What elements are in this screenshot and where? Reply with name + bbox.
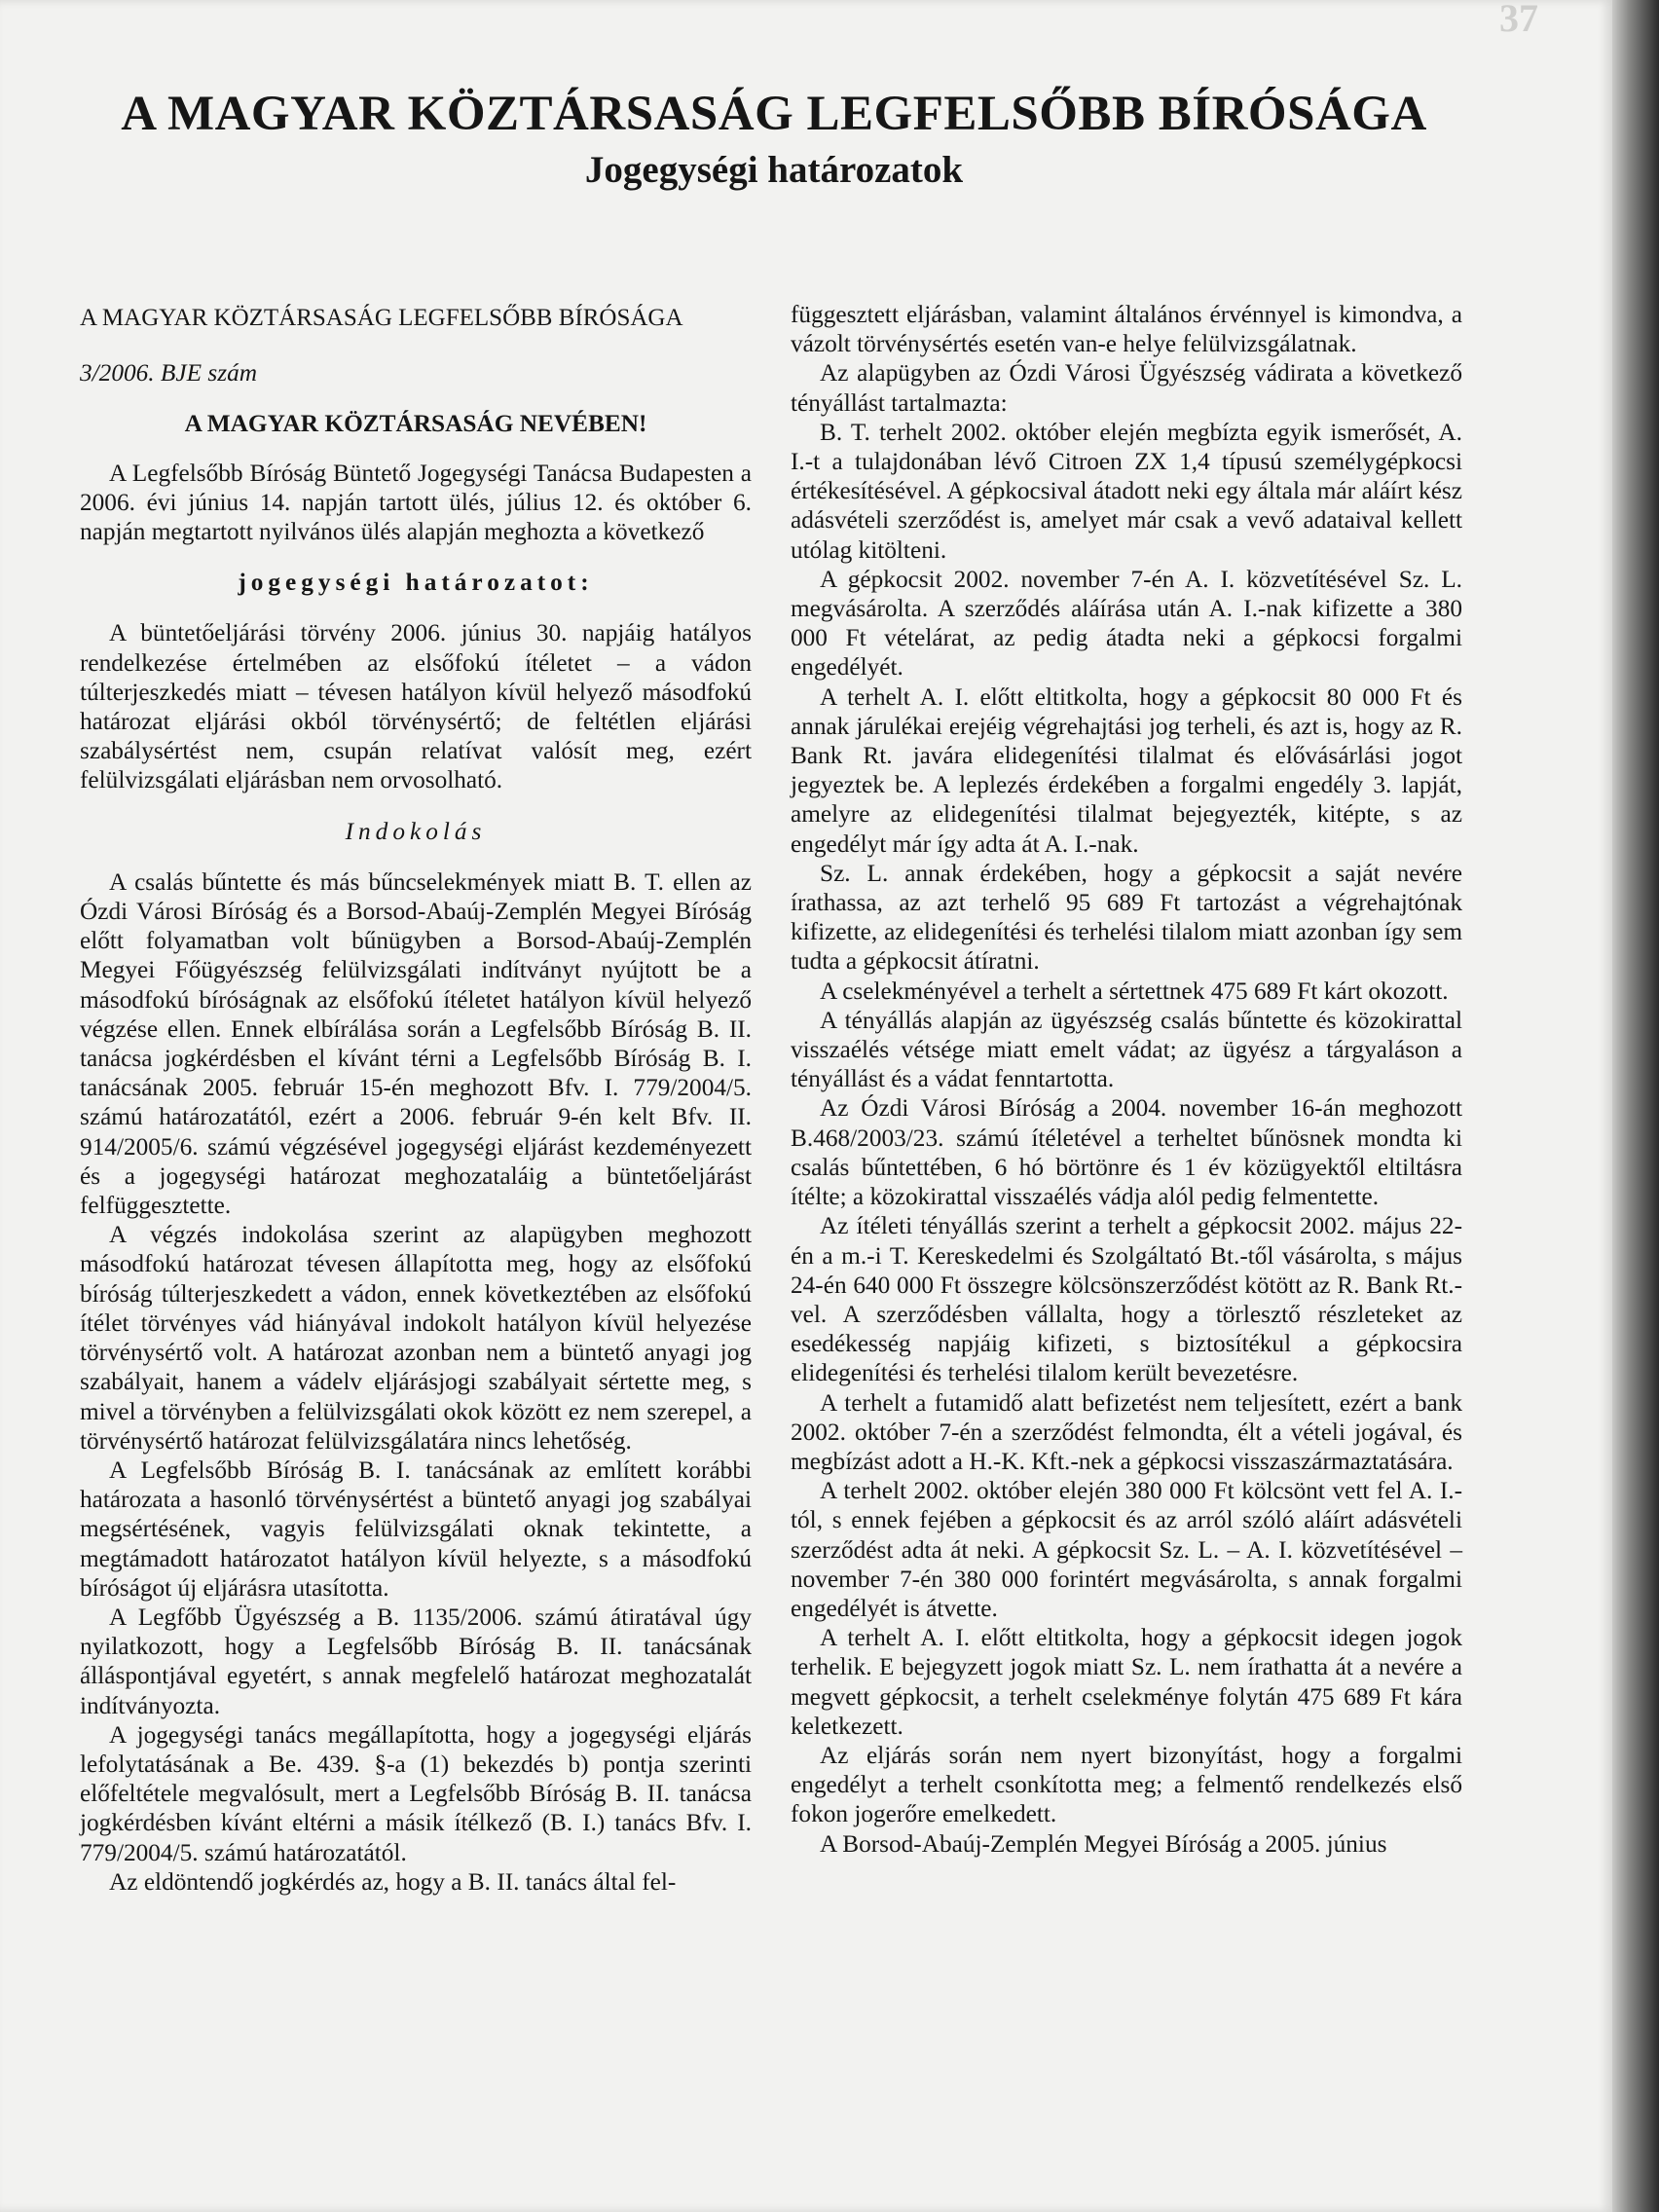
decision-paragraph: A büntetőeljárási törvény 2006. június 30. napjáig hatályos rendelkezése értelmében az elsőfokú ítéletet – a vádon túlterjeszkedés miatt – tévesen hatályon kívül helyező másodfokú határozat eljárási okból törvénysértő; de feltétlen eljárási szabálysértést nem, csupán relatívat valósít meg, ezért felülvizsgálati eljárásban nem orvosolható. — [80, 619, 752, 794]
bleed-through-header — [78, 0, 1538, 51]
reasoning-heading: Indokolás — [345, 817, 487, 845]
intro-paragraph: A Legfelsőbb Bíróság Büntető Jogegységi Tanácsa Budapesten a 2006. évi június 14. napján tartott ülés, július 12. és október 6. napján megtartott nyilvános ülés alapján meghozta a következő — [80, 459, 752, 546]
paragraph: Az eljárás során nem nyert bizonyítást, hogy a forgalmi engedélyt a terhelt csonkította meg; a felmentő rendelkezés első fokon jogerőre emelkedett. — [791, 1741, 1462, 1828]
paragraph: Az eldöntendő jogkérdés az, hogy a B. II. tanács által fel- — [109, 1867, 677, 1896]
decision-heading: jogegységi határozatot: — [238, 569, 594, 597]
page-title: A MAGYAR KÖZTÁRSASÁG LEGFELSŐBB BÍRÓSÁGA — [121, 87, 1427, 141]
paragraph: A Legfőbb Ügyészség a B. 1135/2006. számú átiratával úgy nyilatkozott, hogy a Legfelsőbb Bíróság B. II. tanácsának álláspontjával egyetért, s annak megfelelő határozat meghozatalát indítványozta. — [80, 1603, 752, 1719]
paragraph: A végzés indokolása szerint az alapügyben meghozott másodfokú határozat tévesen állapította meg, hogy az elsőfokú bíróság túlterjeszkedett a vádon, ennek következtében az elsőfokú ítélet törvényes vád hiányával indokolt hatályon kívül helyezése törvénysértő volt. A határozat azonban nem a büntető anyagi jog szabályait, hanem a vádelv eljárásjogi szabályait sértette meg, s mivel a törvényben a felülvizsgálati okok között ez nem szerepel, a törvénysértő határozat felülvizsgálatára nincs lehetőség. — [80, 1221, 752, 1455]
paragraph: B. T. terhelt 2002. október elején megbízta egyik ismerősét, A. I.-t a tulajdonában lévő Citroen ZX 1,4 típusú személygépkocsi értékesítésével. A gépkocsival átadott neki egy általa már aláírt kész adásvételi szerződést is, amelyet már csak a vevő adataival kellett utólag kitölteni. — [791, 418, 1462, 564]
paragraph: függesztett eljárásban, valamint általános érvénnyel is kimondva, a vázolt törvénysértés esetén van-e helye felülvizsgálatnak. — [791, 301, 1462, 358]
paragraph: A csalás bűntette és más bűncselekmények miatt B. T. ellen az Ózdi Városi Bíróság és a Borsod-Abaúj-Zemplén Megyei Bíróság előtt folyamatban volt bűnügyben a Borsod-Abaúj-Zemplén Megyei Főügyészség felülvizsgálati indítványt nyújtott be a másodfokú bíróságnak az elsőfokú ítéletet hatályon kívül helyező végzése ellen. Ennek elbírálása során a Legfelsőbb Bíróság B. II. tanácsa jogkérdésben el kívánt térni a Legfelsőbb Bíróság B. I. tanácsának 2005. február 15-én meghozott Bfv. I. 779/2004/5. számú határozatától, ezért a 2006. február 9-én kelt Bfv. II. 914/2005/6. számú végzésével jogegységi eljárást kezdeményezett és a jogegységi határozat meghozataláig a büntetőeljárást felfüggesztette. — [80, 867, 752, 1220]
paragraph: A terhelt A. I. előtt eltitkolta, hogy a gépkocsit 80 000 Ft és annak járulékai erejéig végrehajtási jog terheli, és azt is, hogy az R. Bank Rt. javára elidegenítési tilalmat és elővásárlási jogot jegyeztek be. A leplezés érdekében a forgalmi engedély 3. lapját, amelyre az elidegenítési tilalmat bejegyezték, kitépte, s az engedélyt már így adta át A. I.-nak. — [791, 682, 1462, 858]
right-column — [791, 300, 1462, 1859]
paragraph: Az alapügyben az Ózdi Városi Ügyészség vádirata a következő tényállást tartalmazta: — [791, 359, 1462, 417]
left-column — [80, 304, 752, 1897]
paragraph: A jogegységi tanács megállapította, hogy a jogegységi eljárás lefolytatásának a Be. 439. §-a (1) bekezdés b) pontja szerinti előfeltétele megvalósult, mert a Legfelsőbb Bíróság B. II. tanácsa jogkérdésben kívánt eltérni a másik ítélkező (B. I.) tanács Bfv. I. 779/2004/5. számú határozatától. — [80, 1720, 752, 1866]
paragraph: A gépkocsit 2002. november 7-én A. I. közvetítésével Sz. L. megvásárolta. A szerződés aláírása után A. I.-nak kifizette a 380 000 Ft vételárat, az pedig átadta neki a gépkocsi forgalmi engedélyét. — [791, 565, 1462, 682]
paragraph: Sz. L. annak érdekében, hogy a gépkocsit a saját nevére írathassa, az azt terhelő 95 689 Ft tartozást a végrehajtónak kifizette, az elidegenítési és terhelési tilalom miatt azonban így sem tudta a gépkocsit átíratni. — [791, 859, 1462, 976]
page-number: 37 — [1499, 0, 1538, 40]
paragraph: Az ítéleti tényállás szerint a terhelt a gépkocsit 2002. május 22-én a m.-i T. Kereskedelmi és Szolgáltató Bt.-től vásárolta, s május 24-én 640 000 Ft összegre kölcsönszerződést kötött az R. Bank Rt.-vel. A szerződésben vállalta, hogy a törlesztő részleteket az esedékesség napjáig kifizeti, s biztosítékul a gépkocsira elidegenítési és terhelési tilalom került bevezetésre. — [791, 1212, 1462, 1387]
paragraph: Az Ózdi Városi Bíróság a 2004. november 16-án meghozott B.468/2003/23. számú ítéletével a terheltet bűnösnek mondta ki csalás bűntettében, 6 hó börtönre és 1 év közügyektől eltiltásra ítélte; a közokirattal visszaélés vádja alól pedig felmentette. — [791, 1094, 1462, 1211]
page-subtitle: Jogegységi határozatok — [584, 149, 964, 191]
paragraph: A tényállás alapján az ügyészség csalás bűntette és közokirattal visszaélés vétsége miatt emelt vádat; az ügyész a tárgyaláson a tényállást és a vádat fenntartotta. — [791, 1006, 1462, 1093]
page-edge-shadow — [1612, 0, 1659, 2212]
paragraph: A terhelt A. I. előtt eltitkolta, hogy a gépkocsit idegen jogok terhelik. E bejegyzett jogok miatt Sz. L. nem írathatta át a nevére a megvett gépkocsit, a terhelt cselekménye folytán 475 689 Ft kára keletkezett. — [791, 1624, 1462, 1740]
paragraph: A Borsod-Abaúj-Zemplén Megyei Bíróság a 2005. június — [820, 1829, 1387, 1858]
paragraph: A cselekményével a terhelt a sértettnek 475 689 Ft kárt okozott. — [820, 977, 1449, 1005]
paragraph: A terhelt a futamidő alatt befizetést nem teljesített, ezért a bank 2002. október 7-én a szerződést felmondta, élt a vételi jogával, és megbízást adott a H.-K. Kft.-nek a gépkocsi visszaszármaztatására. — [791, 1388, 1462, 1475]
in-the-name-heading: A MAGYAR KÖZTÁRSASÁG NEVÉBEN! — [184, 410, 647, 438]
court-name: A MAGYAR KÖZTÁRSASÁG LEGFELSŐBB BÍRÓSÁGA — [80, 305, 683, 331]
case-number: 3/2006. BJE szám — [80, 359, 257, 387]
paragraph: A Legfelsőbb Bíróság B. I. tanácsának az említett korábbi határozata a hasonló törvénysértést a büntető anyagi jog szabályai megsértésének, vagyis felülvizsgálati oknak tekintette, a megtámadott határozatot hatályon kívül helyezte, s a másodfokú bíróságot új eljárásra utasította. — [80, 1456, 752, 1602]
paragraph: A terhelt 2002. október elején 380 000 Ft kölcsönt vett fel A. I.-tól, s ennek fejében a gépkocsit és az arról szóló aláírt adásvételi szerződést adta át neki. A gépkocsit Sz. L. – A. I. közvetítésével – november 7-én 380 000 forintért megvásárolta, s annak forgalmi engedélyét is átvette. — [791, 1477, 1462, 1622]
